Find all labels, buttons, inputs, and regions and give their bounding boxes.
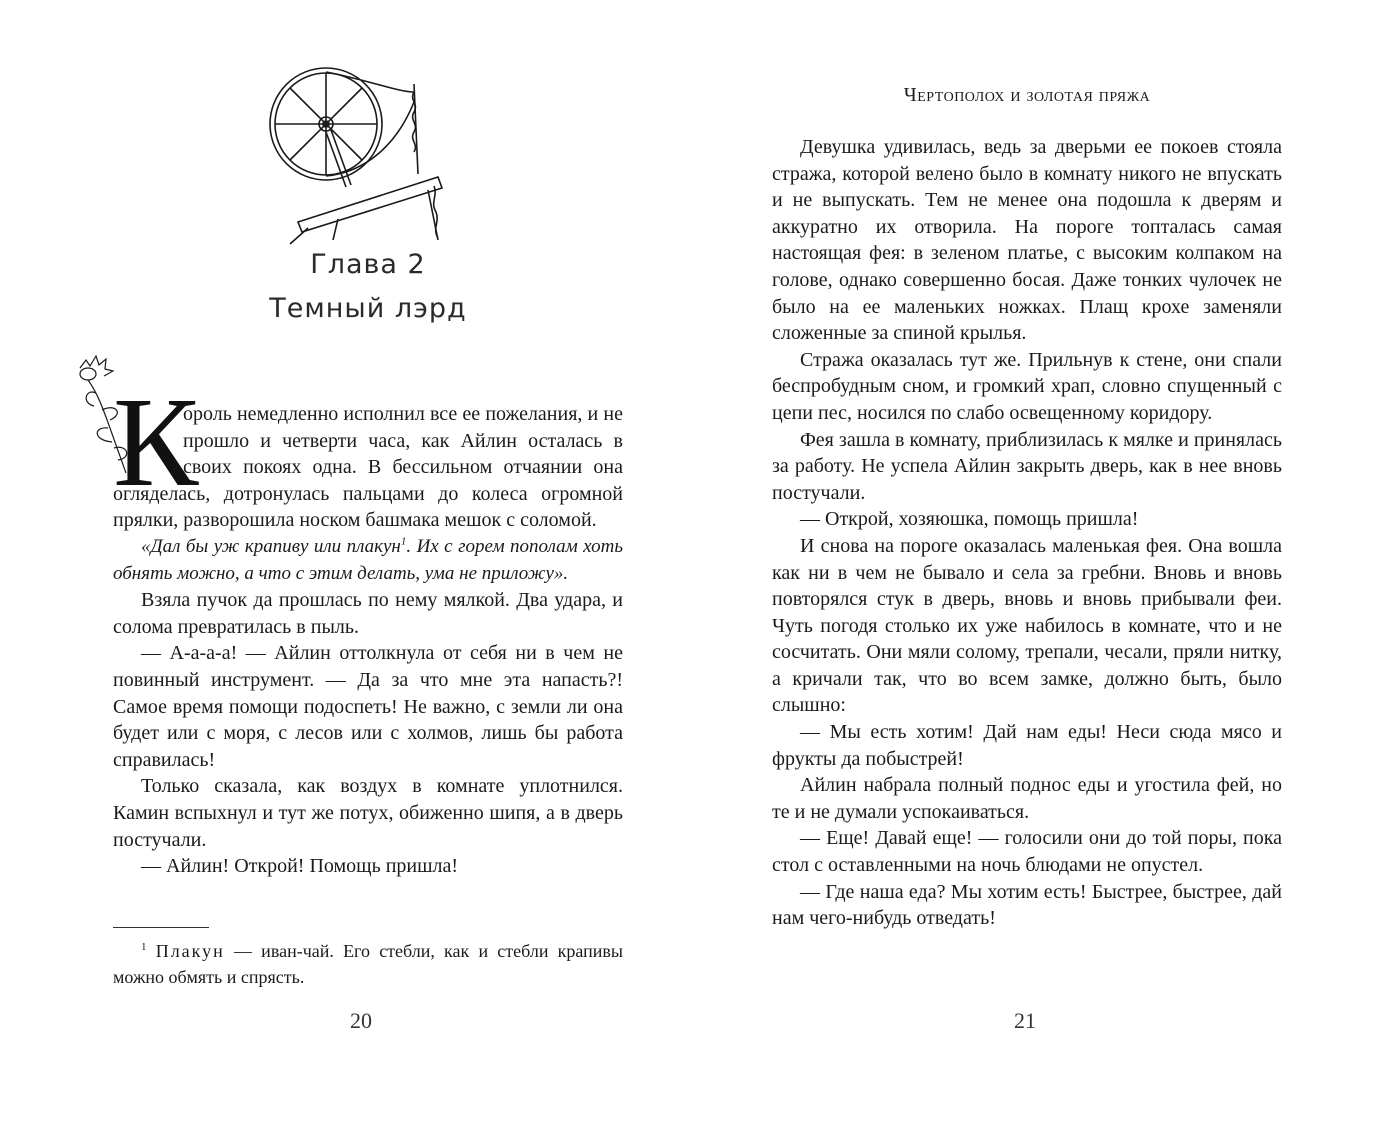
- paragraph: Девушка удивилась, ведь за дверьми ее покоев стояла стража, которой велено было в комнату никого не впускать и не выпускать. Тем не менее она подошла к дверям и аккуратно их отворила. На пороге топталась самая настоящая фея: в зеленом платье, с высоким колпаком на голове, однако совершенно босая. Даже тонких чулочек не было на ее маленьких ножках. Плащ крохе заменяли сложенные за спиной крылья.: [772, 136, 1282, 345]
- right-page: [697, 0, 1394, 1125]
- spinning-wheel-illustration: [268, 62, 468, 247]
- paragraph: Фея зашла в комнату, приблизилась к мялке и принялась за работу. Не успела Айлин закрыть дверь, как в нее вновь постучали.: [772, 428, 1282, 504]
- chapter-number: Глава 2: [310, 249, 426, 280]
- footnote-divider: [113, 927, 209, 928]
- paragraph: — Мы есть хотим! Дай нам еды! Неси сюда мясо и фрукты да побыстрей!: [772, 721, 1282, 770]
- paragraph: — Открой, хозяюшка, помощь пришла!: [800, 508, 1139, 531]
- paragraph: Только сказала, как воздух в комнате уплотнился. Камин вспыхнул и тут же потух, обиженно шипя, а в дверь постучали.: [113, 775, 623, 851]
- italic-paragraph: «Дал бы уж крапиву или плакун$^1$. Их с горем пополам хоть обнять можно, а что с этим делать, ума не приложу».: [113, 535, 623, 584]
- right-body-text: [772, 134, 1282, 932]
- paragraph: И снова на пороге оказалась маленькая фея. Она вошла как ни в чем не бывало и села за гребни. Вновь и вновь повторялся стук в дверь, вновь и вновь прибывали феи. Чуть погодя столько их уже набилось в комнате, что и не сосчитать. Они мяли солому, трепали, чесали, пряли нитку, а кричали так, что во всем замке, должно быть, было слышно:: [772, 534, 1282, 717]
- footnote: $^1$ Плакун — иван-чай. Его стебли, как и стебли крапивы можно обмять и спрясть.: [113, 941, 624, 987]
- page-number: 20: [350, 1008, 372, 1033]
- page-number: 21: [1014, 1008, 1036, 1033]
- paragraph: Взяла пучок да прошлась по нему мялкой. Два удара, и солома превратилась в пыль.: [113, 589, 623, 638]
- paragraph: — Еще! Давай еще! — голосили они до той поры, пока стол с оставленными на ночь блюдами не опустел.: [772, 827, 1282, 877]
- paragraph: Стража оказалась тут же. Прильнув к стене, они спали беспробудным сном, и громкий храп, словно спущенный с цепи пес, носился по слабо освещенному коридору.: [772, 348, 1282, 424]
- paragraph: ороль немедленно исполнил все ее пожелания, и не прошло и четверти часа, как Айлин осталась в своих покоях одна. В бессильном отчаянии она огляделась, дотронулась пальцами до колеса огромной прялки, разворошила носком башмака мешок с соломой.: [113, 403, 623, 532]
- chapter-title: Темный лэрд: [269, 293, 467, 324]
- paragraph: Айлин набрала полный поднос еды и угостила фей, но те и не думали успокаиваться.: [772, 774, 1282, 823]
- footnote-mark: 1: [400, 535, 407, 548]
- drop-cap: К: [113, 371, 199, 513]
- paragraph: — Где наша еда? Мы хотим есть! Быстрее, быстрее, дай нам чего-нибудь отведать!: [772, 880, 1282, 930]
- left-body-text: [113, 401, 623, 880]
- paragraph: — А-а-а-а! — Айлин оттолкнула от себя ни в чем не повинный инструмент. — Да за что мне эта напасть?! Самое время помощи подоспеть! Не важно, с земли ли она будет или с моря, с лесов или с холмов, лишь бы работа справилась!: [113, 642, 623, 771]
- paragraph: — Айлин! Открой! Помощь пришла!: [141, 855, 459, 878]
- running-head: Чертополох и золотая пряжа: [903, 84, 1151, 106]
